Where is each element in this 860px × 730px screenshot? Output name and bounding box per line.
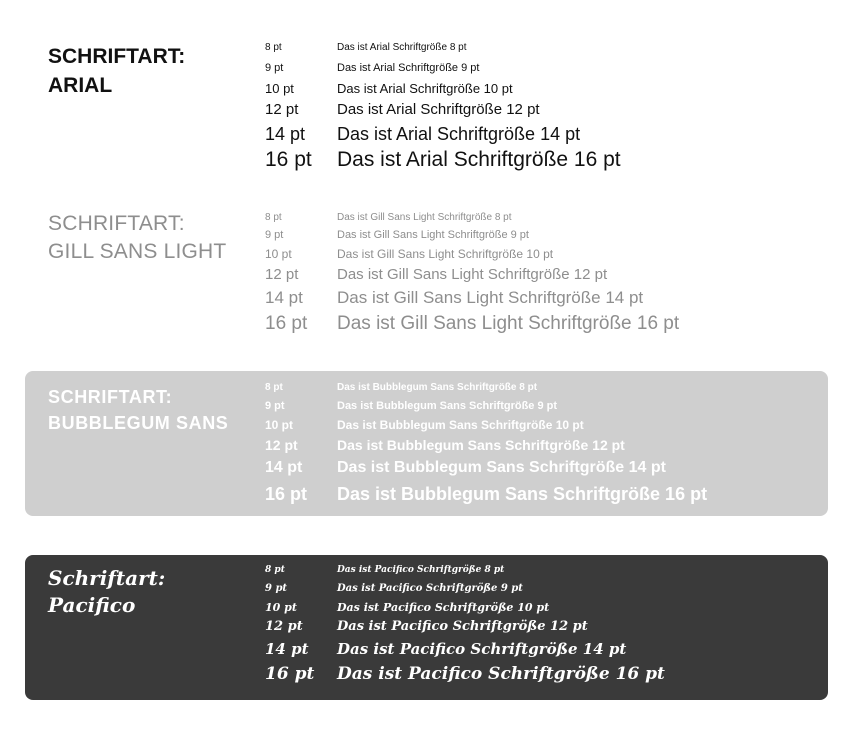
section-title-line1: SCHRIFTART: — [48, 387, 173, 407]
sample-text: Das ist Gill Sans Light Schriftgröße 16 pt — [337, 313, 680, 334]
size-label: 14 pt — [265, 459, 303, 476]
size-label: 12 pt — [265, 619, 303, 634]
sample-text: Das ist Gill Sans Light Schriftgröße 14 pt — [337, 288, 644, 307]
size-label: 16 pt — [265, 313, 308, 334]
size-label: 9 pt — [265, 229, 284, 241]
sample-rows — [25, 371, 828, 516]
sample-text: Das ist Pacifico Schriftgröße 8 pt — [337, 565, 505, 575]
size-label: 10 pt — [265, 81, 294, 96]
section-pacifico — [25, 555, 828, 700]
sample-text: Das ist Pacifico Schriftgröße 12 pt — [337, 619, 588, 634]
size-label: 16 pt — [265, 484, 308, 504]
sample-text: Das ist Bubblegum Sans Schriftgröße 14 pt — [337, 459, 666, 476]
size-label: 9 pt — [265, 583, 288, 594]
size-label: 14 pt — [265, 124, 306, 144]
sample-text: Das ist Gill Sans Light Schriftgröße 10 pt — [337, 247, 554, 261]
sample-text: Das ist Pacifico Schriftgröße 14 pt — [337, 640, 627, 658]
sample-text: Das ist Arial Schriftgröße 9 pt — [337, 62, 480, 74]
sample-text: Das ist Pacifico Schriftgröße 10 pt — [337, 601, 550, 614]
sample-text: Das ist Gill Sans Light Schriftgröße 12 pt — [337, 266, 608, 283]
sample-rows — [25, 555, 828, 700]
sample-text: Das ist Arial Schriftgröße 8 pt — [337, 42, 467, 53]
sample-text: Das ist Arial Schriftgröße 10 pt — [337, 81, 513, 96]
size-label: 10 pt — [265, 247, 292, 261]
size-label: 12 pt — [265, 101, 299, 118]
sample-text: Das ist Bubblegum Sans Schriftgröße 16 pt — [337, 484, 708, 504]
section-title-line2: ARIAL — [48, 74, 113, 97]
size-label: 16 pt — [265, 664, 315, 684]
sample-rows — [25, 200, 828, 350]
size-label: 10 pt — [265, 418, 294, 432]
sample-text: Das ist Pacifico Schriftgröße 9 pt — [337, 583, 523, 594]
size-label: 10 pt — [265, 601, 297, 614]
section-title-line1: SCHRIFTART: — [48, 45, 186, 68]
size-label: 16 pt — [265, 148, 312, 171]
sample-text: Das ist Gill Sans Light Schriftgröße 8 pt — [337, 212, 512, 223]
size-label: 9 pt — [265, 400, 285, 412]
sample-rows — [25, 30, 828, 190]
size-label: 12 pt — [265, 266, 299, 283]
section-title-line2: GILL SANS LIGHT — [48, 240, 227, 263]
sample-text: Das ist Gill Sans Light Schriftgröße 9 pt — [337, 229, 529, 241]
sample-text: Das ist Bubblegum Sans Schriftgröße 8 pt — [337, 382, 538, 393]
section-title-line2: Pacifico — [48, 593, 136, 617]
section-bubblegum-sans — [25, 371, 828, 516]
sample-text: Das ist Arial Schriftgröße 12 pt — [337, 101, 540, 118]
size-label: 8 pt — [265, 565, 285, 575]
size-label: 12 pt — [265, 437, 298, 453]
size-label: 9 pt — [265, 62, 284, 74]
size-label: 14 pt — [265, 288, 303, 307]
section-arial — [25, 30, 828, 190]
section-title-line1: SCHRIFTART: — [48, 212, 185, 235]
section-title-line1: Schriftart: — [48, 566, 166, 590]
sample-text: Das ist Pacifico Schriftgröße 16 pt — [337, 664, 665, 684]
sample-text: Das ist Arial Schriftgröße 16 pt — [337, 148, 621, 171]
size-label: 14 pt — [265, 640, 309, 658]
size-label: 8 pt — [265, 212, 282, 223]
section-gill-sans-light — [25, 200, 828, 350]
size-label: 8 pt — [265, 42, 282, 53]
sample-text: Das ist Bubblegum Sans Schriftgröße 10 pt — [337, 418, 584, 432]
sample-text: Das ist Arial Schriftgröße 14 pt — [337, 124, 581, 144]
sample-text: Das ist Bubblegum Sans Schriftgröße 12 pt — [337, 437, 625, 453]
size-label: 8 pt — [265, 382, 283, 393]
sample-text: Das ist Bubblegum Sans Schriftgröße 9 pt — [337, 400, 558, 412]
section-title-line2: BUBBLEGUM SANS — [48, 413, 229, 433]
